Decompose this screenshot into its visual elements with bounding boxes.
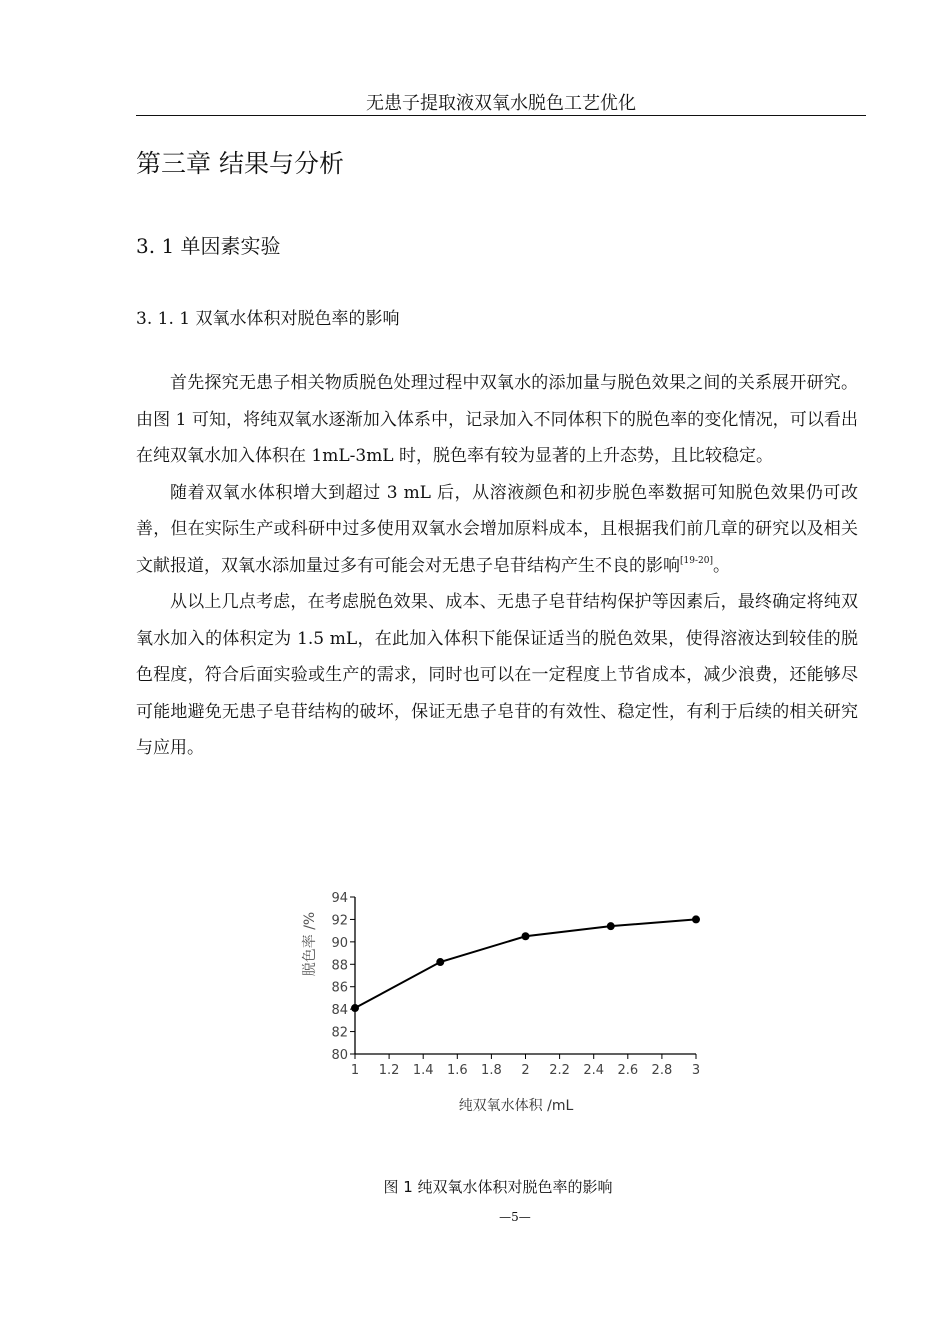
x-tick-label: 1.8 <box>481 1063 502 1078</box>
x-tick-label: 3 <box>691 1063 701 1078</box>
y-axis-label: 脱色率 /% <box>302 911 318 977</box>
y-tick-label: 82 <box>331 1025 348 1041</box>
paragraph-2-text: 随着双氧水体积增大到超过 3 mL 后，从溶液颜色和初步脱色率数据可知脱色效果仍可改善，但在实际生产或科研中过多使用双氧水会增加原料成本，且根据我们前几章的研究以及相关文献报道，双氧水添加量过多有可能会对无患子皂苷结构产生不良的影响 <box>136 482 858 576</box>
x-tick-label: 1.4 <box>412 1063 434 1078</box>
data-point <box>607 922 615 930</box>
data-point <box>351 1004 359 1012</box>
section-title: 3. 1 单因素实验 <box>136 234 281 258</box>
paragraph-2 <box>136 475 858 585</box>
body-text <box>136 365 858 767</box>
decolorization-chart <box>290 880 730 1120</box>
paragraph-1: 首先探究无患子相关物质脱色处理过程中双氧水的添加量与脱色效果之间的关系展开研究。由图 1 可知，将纯双氧水逐渐加入体系中，记录加入不同体积下的脱色率的变化情况，可以看出在纯双氧水加入体积在 1mL-3mL 时，脱色率有较为显著的上升态势，且比较稳定。 <box>136 373 858 466</box>
figure-caption: 图 1 纯双氧水体积对脱色率的影响 <box>383 1178 613 1196</box>
chart-series <box>351 915 700 1012</box>
y-tick-label: 90 <box>331 935 348 951</box>
x-tick-label: 1.6 <box>446 1063 468 1078</box>
header-rule <box>136 115 866 116</box>
x-tick-label: 2.6 <box>617 1063 639 1078</box>
y-tick-label: 94 <box>331 891 348 906</box>
chart-axes <box>331 891 700 1078</box>
page-number: —5— <box>499 1210 531 1224</box>
x-tick-label: 2 <box>521 1063 530 1078</box>
y-tick-label: 80 <box>331 1048 348 1063</box>
data-point <box>436 958 444 966</box>
subsection-title: 3. 1. 1 双氧水体积对脱色率的影响 <box>136 309 400 329</box>
x-tick-label: 2.2 <box>549 1063 570 1078</box>
paragraph-2-end: 。 <box>712 555 730 576</box>
chapter-title: 第三章 结果与分析 <box>136 149 344 178</box>
y-axis-label-group <box>302 912 318 976</box>
running-header: 无患子提取液双氧水脱色工艺优化 <box>366 93 636 114</box>
x-tick-label: 1.2 <box>378 1063 400 1078</box>
y-tick-label: 92 <box>331 913 348 929</box>
data-point <box>692 915 700 923</box>
x-tick-label: 2.4 <box>583 1063 605 1078</box>
x-tick-label: 1 <box>350 1063 360 1078</box>
y-tick-label: 88 <box>331 958 348 974</box>
x-tick-label: 2.8 <box>651 1063 673 1078</box>
y-tick-label: 84 <box>331 1003 348 1019</box>
x-axis-label: 纯双氧水体积 /mL <box>458 1098 574 1114</box>
data-point <box>522 932 530 940</box>
citation: [19-20] <box>680 555 713 566</box>
y-tick-label: 86 <box>331 980 348 996</box>
paragraph-3: 从以上几点考虑，在考虑脱色效果、成本、无患子皂苷结构保护等因素后，最终确定将纯双氧水加入的体积定为 1.5 mL，在此加入体积下能保证适当的脱色效果，使得溶液达到较佳的脱色程度，符合后面实验或生产的需求，同时也可以在一定程度上节省成本，减少浪费，还能够尽可能地避免无患子皂苷结构的破坏，保证无患子皂苷的有效性、稳定性，有利于后续的相关研究与应用。 <box>136 592 858 758</box>
